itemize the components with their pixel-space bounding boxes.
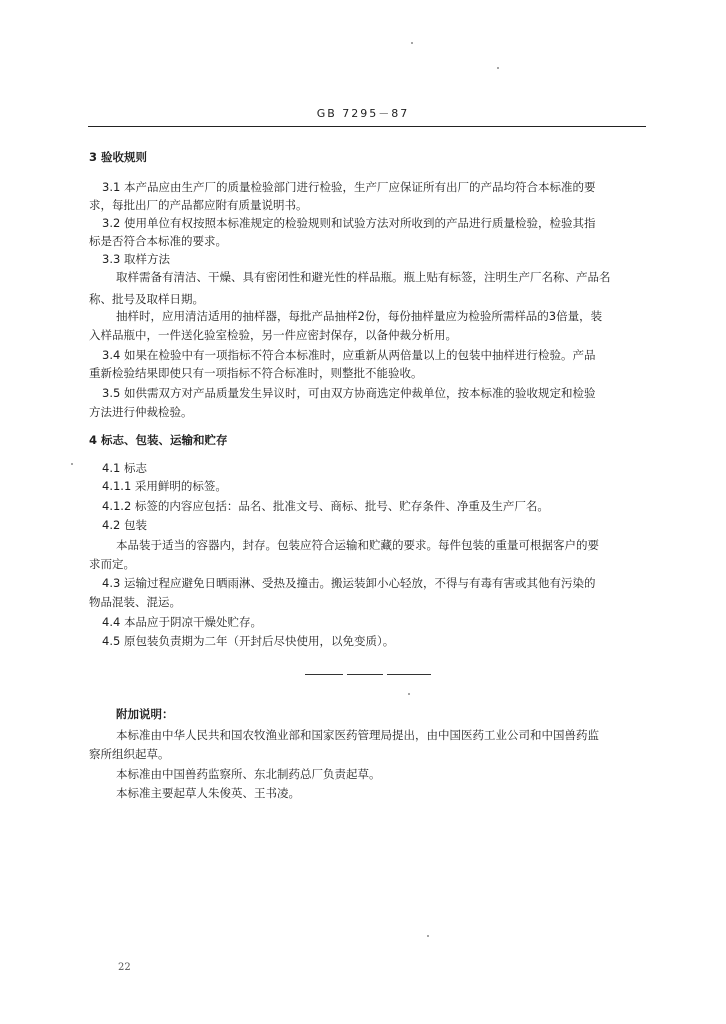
scan-speck bbox=[427, 935, 429, 937]
clause-3-2-line2: 标是否符合本标准的要求。 bbox=[89, 234, 227, 248]
section-4-heading: 4 标志、包装、运输和贮存 bbox=[89, 433, 228, 447]
scan-speck bbox=[71, 463, 73, 465]
clause-3-5-line1: 3.5 如供需双方对产品质量发生异议时，可由双方协商选定仲裁单位，按本标准的验收规定和检验 bbox=[102, 386, 596, 400]
clause-4-2-p-line2: 求而定。 bbox=[89, 557, 135, 571]
scan-speck bbox=[497, 67, 499, 69]
end-divider-middle bbox=[347, 674, 383, 675]
clause-4-1-2: 4.1.2 标签的内容应包括：品名、批准文号、商标、批号、贮存条件、净重及生产厂名。 bbox=[102, 499, 549, 513]
clause-4-2-p-line1: 本品装于适当的容器内，封存。包装应符合运输和贮藏的要求。每件包装的重量可根据客户的要 bbox=[116, 538, 599, 552]
end-divider-left bbox=[305, 674, 343, 675]
scan-speck bbox=[408, 693, 410, 695]
section-3-heading: 3 验收规则 bbox=[89, 150, 148, 164]
scan-speck bbox=[411, 42, 413, 44]
appendix-line2: 察所组织起草。 bbox=[89, 747, 170, 761]
clause-3-5-line2: 方法进行仲裁检验。 bbox=[89, 405, 193, 419]
clause-3-3-p1-line2: 称、批号及取样日期。 bbox=[89, 292, 204, 306]
clause-3-1-line2: 求，每批出厂的产品都应附有质量说明书。 bbox=[89, 198, 308, 212]
appendix-line4: 本标准主要起草人朱俊英、王书凌。 bbox=[116, 786, 300, 800]
clause-3-4-line2: 重新检验结果即使只有一项指标不符合标准时，则整批不能验收。 bbox=[89, 366, 423, 380]
header-rule bbox=[88, 126, 646, 127]
clause-3-3-p2-line1: 抽样时，应用清洁适用的抽样器，每批产品抽样2份，每份抽样量应为检验所需样品的3倍量，装 bbox=[116, 309, 603, 323]
clause-4-2: 4.2 包装 bbox=[102, 518, 147, 532]
clause-4-3-line1: 4.3 运输过程应避免日晒雨淋、受热及撞击。搬运装卸小心轻放，不得与有毒有害或其他有污染的 bbox=[102, 576, 596, 590]
clause-4-3-line2: 物品混装、混运。 bbox=[89, 595, 181, 609]
clause-4-5: 4.5 原包装负责期为二年（开封后尽快使用，以免变质）。 bbox=[102, 634, 395, 648]
appendix-line3: 本标准由中国兽药监察所、东北制药总厂负责起草。 bbox=[116, 767, 381, 781]
standard-code: GB 7295－87 bbox=[316, 107, 410, 120]
end-divider-right bbox=[387, 674, 431, 675]
clause-4-1: 4.1 标志 bbox=[102, 461, 147, 475]
clause-4-4: 4.4 本品应于阴凉干燥处贮存。 bbox=[102, 615, 262, 629]
page-number: 22 bbox=[118, 962, 131, 973]
clause-3-3-heading: 3.3 取样方法 bbox=[102, 252, 170, 266]
clause-3-3-p2-line2: 入样品瓶中，一件送化验室检验，另一件应密封保存，以备仲裁分析用。 bbox=[89, 328, 457, 342]
clause-3-3-p1-line1: 取样需备有清洁、干燥、具有密闭性和避光性的样品瓶。瓶上贴有标签，注明生产厂名称、产品名 bbox=[116, 270, 611, 284]
appendix-line1: 本标准由中华人民共和国农牧渔业部和国家医药管理局提出，由中国医药工业公司和中国兽药监 bbox=[116, 728, 599, 742]
clause-3-2-line1: 3.2 使用单位有权按照本标准规定的检验规则和试验方法对所收到的产品进行质量检验，检验其指 bbox=[102, 216, 596, 230]
clause-4-1-1: 4.1.1 采用鲜明的标签。 bbox=[102, 479, 227, 493]
appendix-heading: 附加说明： bbox=[116, 707, 174, 721]
clause-3-4-line1: 3.4 如果在检验中有一项指标不符合本标准时，应重新从两倍量以上的包装中抽样进行检验。产品 bbox=[102, 348, 596, 362]
clause-3-1-line1: 3.1 本产品应由生产厂的质量检验部门进行检验，生产厂应保证所有出厂的产品均符合本标准的要 bbox=[102, 180, 596, 194]
